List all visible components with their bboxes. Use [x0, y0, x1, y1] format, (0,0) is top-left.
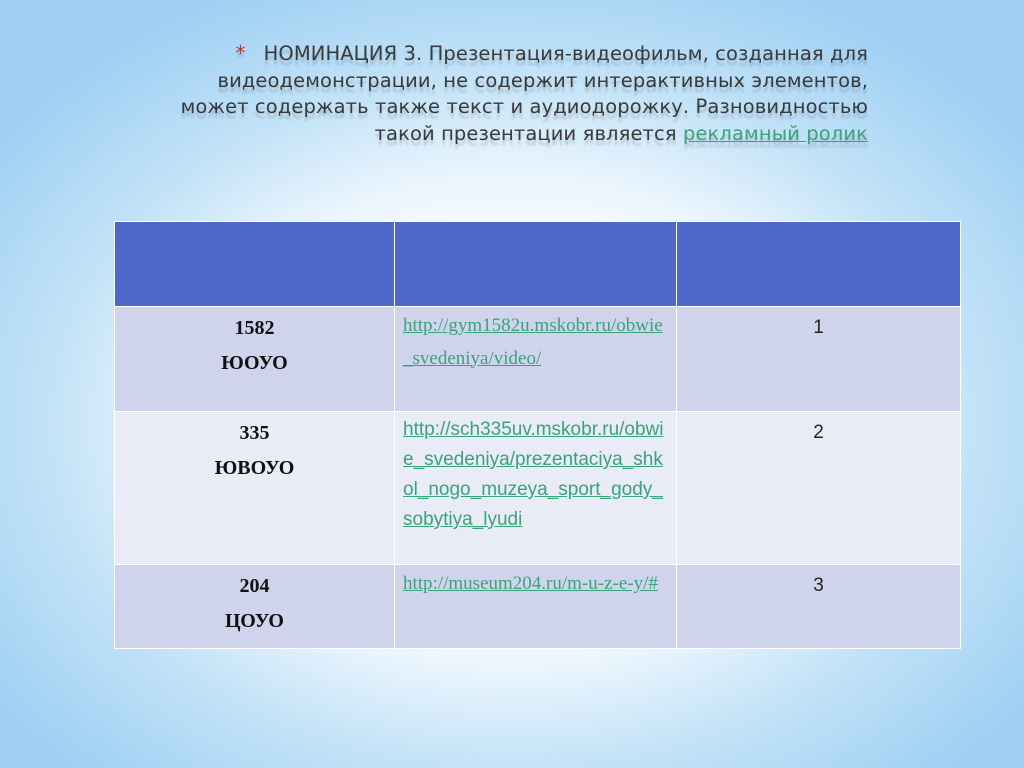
school-number: 204 [239, 575, 270, 597]
url-cell [395, 565, 677, 649]
table-row [115, 412, 961, 565]
header-cell-place [677, 222, 961, 307]
table-row [115, 307, 961, 412]
rank-value: 3 [813, 575, 824, 596]
bullet-icon: * [235, 41, 246, 65]
table-header-row [115, 222, 961, 307]
school-link[interactable]: http://sch335uv.mskobr.ru/obwie_svedeniya/prezentaciya_shkol_nogo_muzeya_sport_gody_sobytiya_lyudi [403, 419, 664, 530]
rank-cell [677, 565, 961, 649]
url-cell [395, 412, 677, 565]
results-table [114, 221, 961, 649]
school-number: 335 [239, 422, 270, 444]
school-district: ЮОУО [221, 352, 288, 374]
school-cell [115, 412, 395, 565]
rank-value: 2 [813, 422, 824, 443]
promo-video-link[interactable]: рекламный ролик [682, 121, 868, 145]
school-link[interactable]: http://museum204.ru/m-u-z-e-y/# [403, 573, 658, 594]
nomination-text: НОМИНАЦИЯ 3. Презентация-видеофильм, созданная для видеодемонстрации, не содержит интерактивных элементов, может содержать также текст и аудиодорожку. Разновидностью такой презентации является [180, 42, 868, 145]
url-cell [395, 307, 677, 412]
nomination-title [150, 40, 868, 147]
header-cell-link [395, 222, 677, 307]
school-link[interactable]: http://gym1582u.mskobr.ru/obwie_svedeniya/video/ [403, 315, 663, 369]
school-cell [115, 307, 395, 412]
table-row [115, 565, 961, 649]
header-cell-school [115, 222, 395, 307]
school-district: ЦОУО [225, 610, 284, 632]
rank-cell [677, 307, 961, 412]
rank-cell [677, 412, 961, 565]
school-number: 1582 [234, 317, 275, 339]
rank-value: 1 [813, 317, 824, 338]
school-cell [115, 565, 395, 649]
school-district: ЮВОУО [214, 457, 295, 479]
